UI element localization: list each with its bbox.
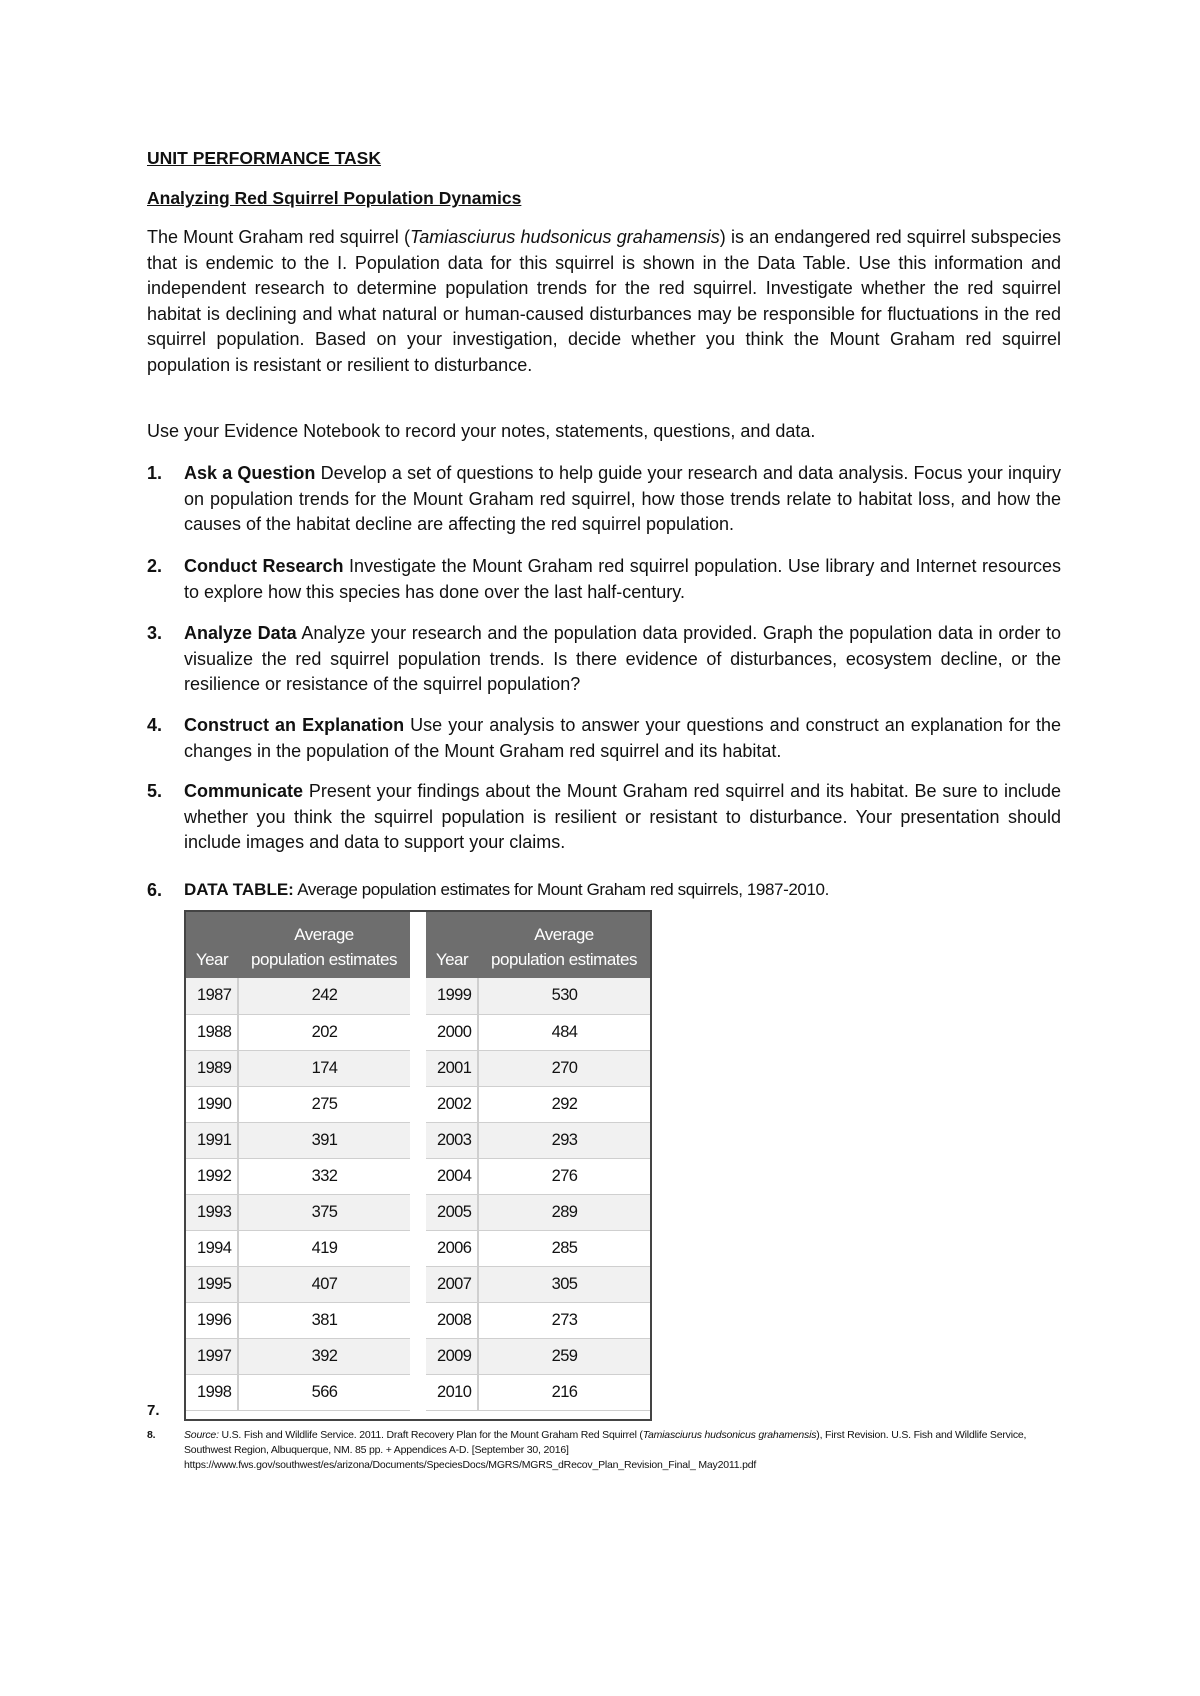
- data-table-number: 6.: [147, 880, 163, 900]
- source-text-start: U.S. Fish and Wildlife Service. 2011. Draft Recovery Plan for the Mount Graham Red Squirrel (: [218, 1429, 643, 1441]
- year-cell: 2007: [426, 1266, 478, 1302]
- year-cell: 1997: [186, 1338, 238, 1374]
- year-cell: 2009: [426, 1338, 478, 1374]
- table-row: [426, 1230, 650, 1266]
- population-cell: 381: [238, 1302, 410, 1338]
- item-seven-number: 7.: [147, 1402, 160, 1419]
- population-cell: 285: [478, 1230, 650, 1266]
- source-species-name: Tamiasciurus hudsonicus grahamensis: [642, 1429, 817, 1441]
- year-cell: 2010: [426, 1374, 478, 1410]
- population-cell: 305: [478, 1266, 650, 1302]
- step-text: Analyze your research and the population data provided. Graph the population data in order to visualize the red squirrel population trends. Is there evidence of disturbances, ecosystem decline, or the resilience or resistance of the squirrel population?: [184, 623, 1062, 694]
- table-row: [426, 1050, 650, 1086]
- population-cell: 202: [238, 1014, 410, 1050]
- table-row: [186, 1338, 410, 1374]
- year-cell: 1992: [186, 1158, 238, 1194]
- step-ask-question: [147, 461, 1061, 538]
- population-cell: 375: [238, 1194, 410, 1230]
- population-cell: 391: [238, 1122, 410, 1158]
- step-number: 5.: [147, 781, 163, 801]
- header-year: Year: [426, 912, 478, 978]
- year-cell: 2008: [426, 1302, 478, 1338]
- year-cell: 1989: [186, 1050, 238, 1086]
- population-cell: 332: [238, 1158, 410, 1194]
- step-text: Present your findings about the Mount Graham red squirrel and its habitat. Be sure to include whether you think the squirrel population is resilient or resistant to disturbance. Your presentation should include images and data to support your claims.: [184, 781, 1061, 852]
- table-row: [186, 1014, 410, 1050]
- population-cell: 216: [478, 1374, 650, 1410]
- population-cell: 484: [478, 1014, 650, 1050]
- data-table-caption: [184, 880, 829, 900]
- population-cell: 407: [238, 1266, 410, 1302]
- year-cell: 2005: [426, 1194, 478, 1230]
- year-cell: 2004: [426, 1158, 478, 1194]
- step-number: 2.: [147, 556, 163, 576]
- step-communicate: [147, 779, 1061, 856]
- document-title: UNIT PERFORMANCE TASK: [147, 148, 381, 168]
- table-row: [186, 1050, 410, 1086]
- year-cell: 2006: [426, 1230, 478, 1266]
- table-row: [426, 1266, 650, 1302]
- population-cell: 566: [238, 1374, 410, 1410]
- population-cell: 242: [238, 978, 410, 1014]
- step-title: Construct an Explanation: [184, 715, 405, 735]
- citation-number: 8.: [147, 1429, 156, 1441]
- year-cell: 1991: [186, 1122, 238, 1158]
- step-construct-explanation: [147, 713, 1061, 764]
- year-cell: 1993: [186, 1194, 238, 1230]
- table-row: [186, 1194, 410, 1230]
- table-row: [426, 1302, 650, 1338]
- year-cell: 1999: [426, 978, 478, 1014]
- table-row: [426, 1374, 650, 1410]
- year-cell: 2003: [426, 1122, 478, 1158]
- data-table-left: [186, 912, 410, 1411]
- step-number: 4.: [147, 715, 163, 735]
- step-analyze-data: [147, 621, 1061, 698]
- source-label: Source:: [184, 1429, 219, 1441]
- population-cell: 292: [478, 1086, 650, 1122]
- population-cell: 289: [478, 1194, 650, 1230]
- population-cell: 273: [478, 1302, 650, 1338]
- year-cell: 1995: [186, 1266, 238, 1302]
- source-text-rest: ), First Revision. U.S. Fish and Wildlife Service, Southwest Region, Albuquerque, NM. 85 pp. + Appendices A-D. [September 30, 2016] https://www.fws.gov/southwest/es/arizona/Documents/SpeciesDocs/MGRS/MGRS_dRecov_Plan_Revision_Final_ May2011.pdf: [184, 1429, 1027, 1471]
- table-row: [186, 1302, 410, 1338]
- table-row: [426, 1338, 650, 1374]
- table-row: [186, 1122, 410, 1158]
- table-row: [186, 1230, 410, 1266]
- source-citation: [147, 1428, 1061, 1473]
- header-year: Year: [186, 912, 238, 978]
- header-average: Average population estimates: [478, 912, 650, 978]
- data-table-right: [426, 912, 650, 1411]
- population-cell: 293: [478, 1122, 650, 1158]
- year-cell: 2002: [426, 1086, 478, 1122]
- year-cell: 1996: [186, 1302, 238, 1338]
- step-title: Conduct Research: [184, 556, 344, 576]
- step-title: Analyze Data: [184, 623, 297, 643]
- population-cell: 270: [478, 1050, 650, 1086]
- table-row: [186, 1266, 410, 1302]
- population-cell: 259: [478, 1338, 650, 1374]
- data-table-label: DATA TABLE:: [184, 880, 294, 899]
- population-cell: 276: [478, 1158, 650, 1194]
- table-row: [186, 1086, 410, 1122]
- table-row: [186, 978, 410, 1014]
- step-conduct-research: [147, 554, 1061, 605]
- step-title: Ask a Question: [184, 463, 316, 483]
- table-row: [426, 1194, 650, 1230]
- table-row: [426, 1158, 650, 1194]
- table-row: [426, 1086, 650, 1122]
- step-number: 1.: [147, 463, 163, 483]
- table-row: [426, 978, 650, 1014]
- table-column-gap: [412, 912, 426, 1419]
- step-number: 3.: [147, 623, 163, 643]
- year-cell: 1987: [186, 978, 238, 1014]
- step-text: Use your analysis to answer your questions and construct an explanation for the changes in the population of the Mount Graham red squirrel and its habitat.: [184, 715, 1061, 761]
- year-cell: 1988: [186, 1014, 238, 1050]
- data-table-caption-text: Average population estimates for Mount Graham red squirrels, 1987-2010.: [293, 880, 829, 899]
- year-cell: 1990: [186, 1086, 238, 1122]
- notebook-instruction: Use your Evidence Notebook to record your notes, statements, questions, and data.: [147, 421, 816, 441]
- header-average: Average population estimates: [238, 912, 410, 978]
- year-cell: 2000: [426, 1014, 478, 1050]
- population-data-table: [184, 910, 652, 1421]
- document-subtitle: Analyzing Red Squirrel Population Dynamics: [147, 188, 522, 208]
- population-cell: 174: [238, 1050, 410, 1086]
- year-cell: 2001: [426, 1050, 478, 1086]
- population-cell: 530: [478, 978, 650, 1014]
- table-row: [186, 1158, 410, 1194]
- species-name: Tamiasciurus hudsonicus grahamensis: [409, 227, 720, 247]
- table-row: [186, 1374, 410, 1410]
- year-cell: 1994: [186, 1230, 238, 1266]
- table-row: [426, 1122, 650, 1158]
- step-title: Communicate: [184, 781, 304, 801]
- intro-text-rest: ) is an endangered red squirrel subspecies that is endemic to the I. Population data for this squirrel is shown in the Data Table. Use this information and independent research to determine population trends for the red squirrel. Investigate whether the red squirrel habitat is declining and what natural or human-caused disturbances may be responsible for fluctuations in the red squirrel population. Based on your investigation, decide whether you think the Mount Graham red squirrel population is resistant or resilient to disturbance.: [147, 227, 1061, 375]
- year-cell: 1998: [186, 1374, 238, 1410]
- population-cell: 419: [238, 1230, 410, 1266]
- step-text: Investigate the Mount Graham red squirrel population. Use library and Internet resources to explore how this species has done over the last half-century.: [184, 556, 1061, 602]
- table-row: [426, 1014, 650, 1050]
- intro-text-start: The Mount Graham red squirrel (: [147, 227, 410, 247]
- population-cell: 392: [238, 1338, 410, 1374]
- intro-paragraph: [147, 225, 1061, 378]
- population-cell: 275: [238, 1086, 410, 1122]
- step-text: Develop a set of questions to help guide your research and data analysis. Focus your inquiry on population trends for the Mount Graham red squirrel, how those trends relate to habitat loss, and how the causes of the habitat decline are affecting the red squirrel population.: [184, 463, 1061, 534]
